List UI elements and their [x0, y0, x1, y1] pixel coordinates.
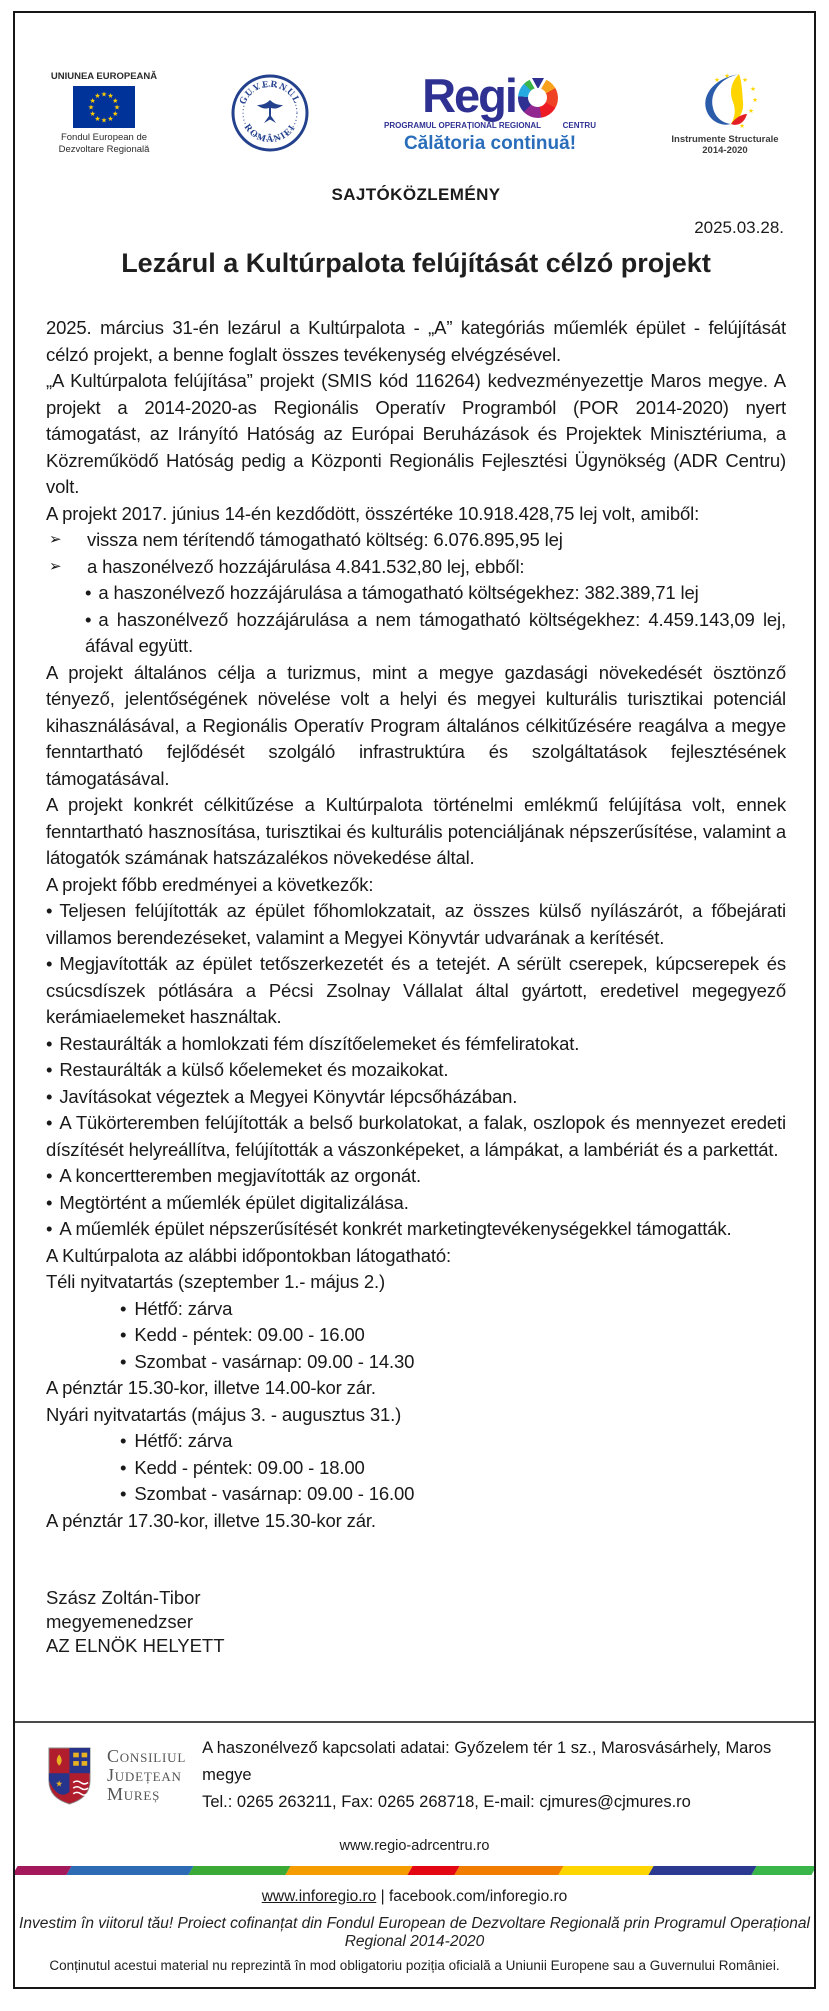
list-item	[46, 527, 786, 554]
result-text: A Tükörteremben felújították a belső burkolatokat, a falak, oszlopok és mennyezet eredeti díszítését helyreállítva, felújították a vászonképeket, a lámpákat, a lambériát és a parkettát.	[46, 1112, 786, 1160]
dot-bullet-icon: •	[120, 1456, 127, 1478]
stripe-segment	[559, 1866, 654, 1875]
structural-instruments-logo	[670, 70, 780, 157]
signatory-name: Szász Zoltán-Tibor	[46, 1587, 201, 1608]
budget-item-text: vissza nem térítendő támogatható költség: 6.076.895,95 lej	[87, 529, 563, 550]
hours-item	[120, 1296, 786, 1323]
svg-text:★: ★	[94, 91, 101, 100]
page-title: Lezárul a Kultúrpalota felújítását célzó projekt	[121, 248, 711, 278]
hours-text: Kedd - péntek: 09.00 - 16.00	[134, 1324, 365, 1345]
hours-item	[120, 1455, 786, 1482]
disclaimer-text: Conținutul acestui material nu reprezintă în mod obligatoriu poziția oficială a Uniunii Europene sau a Guvernului României.	[49, 1958, 780, 1973]
eu-logo-title: UNIUNEA EUROPEANĂ	[50, 70, 158, 82]
inforegio-line	[15, 1888, 814, 1906]
svg-text:★: ★	[89, 109, 96, 118]
hours-item	[120, 1349, 786, 1376]
structural-label	[671, 134, 778, 157]
result-text: Restaurálták a homlokzati fém díszítőelemeket és fémfeliratokat.	[59, 1032, 580, 1054]
svg-text:★: ★	[100, 116, 108, 124]
svg-text:★: ★	[89, 96, 96, 105]
stripe-segment	[66, 1866, 194, 1875]
dot-bullet-icon: •	[46, 953, 53, 974]
winter-hours-note: A pénztár 15.30-kor, illetve 14.00-kor zár.	[46, 1377, 376, 1398]
regio-program-label: PROGRAMUL OPERAȚIONAL REGIONAL	[384, 120, 542, 130]
winter-hours-title: Téli nyitvatartás (szeptember 1.- május 2.)	[46, 1271, 385, 1292]
dot-bullet-icon: •	[46, 1059, 53, 1080]
structural-swoosh-icon	[687, 70, 763, 132]
result-item	[46, 1163, 786, 1190]
hours-text: Hétfő: zárva	[134, 1297, 233, 1319]
list-item	[85, 580, 786, 607]
budget-subitem-text: a haszonélvező hozzájárulása a nem támogatható költségekhez: 4.459.143,09 lej, áfával együtt.	[85, 608, 786, 656]
svg-text:★: ★	[113, 103, 121, 111]
paragraph-general-goal: A projekt általános célja a turizmus, mint a megye gazdasági növekedését ösztönző tényező, jelentőségének növelése volt a helyi és megyei kulturális turisztikai potenciál kihasználásával, a Regionális Operatív Program általános célkitűzésére reagálva a megye fenntartható fejlődését szolgáló infrastruktúra és szolgáltatások fejlesztésének támogatásával.	[46, 661, 786, 789]
stripe-segment	[454, 1866, 564, 1875]
hours-item	[120, 1322, 786, 1349]
regio-wordmark-text: Regi	[422, 68, 516, 122]
invest-slogan: Investim în viitorul tău! Proiect cofinanțat din Fondul European de Dezvoltare Regională prin Programul Operațional Regional 2014-2020	[19, 1915, 810, 1950]
regio-tagline: Călătoria continuă!	[403, 132, 577, 154]
regio-website-link[interactable]: www.regio-adrcentru.ro	[339, 1838, 490, 1854]
signatory-role: megyemenedzser	[46, 1611, 194, 1632]
list-item	[85, 607, 786, 660]
contact-details	[202, 1735, 784, 1816]
result-item	[46, 1031, 786, 1058]
gov-seal-top-text: GUVERNUL	[238, 79, 302, 107]
eagle-icon	[257, 100, 283, 123]
svg-text:★: ★	[724, 71, 730, 80]
result-text: Megjavították az épület tetőszerkezetét és a tetejét. A sérült cserepek, kúpcserepek és csúcsdíszek pótlására a Pécsi Zsolnay Vállalat által gyártott, eredetivel megegyező kerámiaelemeket használtak.	[46, 953, 786, 1027]
hours-item	[120, 1481, 786, 1508]
structural-label-line1: Instrumente Structurale	[671, 133, 779, 145]
dot-bullet-icon: •	[46, 1165, 53, 1186]
logo-banner	[46, 43, 786, 183]
gov-seal-bottom-text: ROMÂNIEI	[241, 122, 299, 146]
dot-bullet-icon: •	[85, 608, 92, 630]
contact-block	[15, 1721, 814, 1824]
dot-bullet-icon: •	[46, 1085, 53, 1107]
regio-program-row	[384, 121, 596, 130]
svg-text:★: ★	[100, 90, 108, 98]
svg-text:★: ★	[107, 114, 114, 123]
org-line1: Consiliul	[106, 1746, 187, 1766]
county-council-name	[107, 1747, 186, 1804]
arrow-bullet-icon: ➢	[49, 531, 62, 548]
org-line2: Județean	[106, 1765, 182, 1785]
result-text: Teljesen felújították az épület főhomlokzatait, az összes külső nyílászárót, a főbejárati villamos berendezéseket, valamint a Megyei Könyvtár udvarának a kerítését.	[46, 900, 786, 948]
result-item	[46, 951, 786, 1031]
result-item	[46, 1084, 786, 1111]
stripe-segment	[407, 1866, 459, 1875]
stripe-segment	[15, 1866, 71, 1875]
svg-text:ROMÂNIEI	[242, 123, 299, 145]
result-item	[46, 1057, 786, 1084]
svg-text:★: ★	[87, 103, 95, 111]
paragraph-budget-intro: A projekt 2017. június 14-én kezdődött, összértéke 10.918.428,75 lej volt, amiből:	[46, 502, 700, 524]
arrow-bullet-icon: ➢	[49, 557, 62, 575]
stripe-segment	[752, 1866, 814, 1875]
regio-logo	[384, 68, 596, 155]
signatory-onbehalf: AZ ELNÖK HELYETT	[46, 1635, 225, 1656]
dot-bullet-icon: •	[120, 1297, 127, 1319]
link-separator: |	[380, 1888, 385, 1905]
svg-text:★: ★	[750, 84, 756, 93]
stripe-segment	[285, 1866, 413, 1875]
press-release-kicker: SAJTÓKÖZLEMÉNY	[331, 185, 501, 204]
svg-text:★: ★	[107, 91, 114, 100]
visiting-hours-intro: A Kultúrpalota az alábbi időpontokban látogatható:	[46, 1244, 451, 1266]
hours-text: Szombat - vasárnap: 09.00 - 16.00	[134, 1483, 415, 1504]
eu-sub-line2: Dezvoltare Regională	[58, 143, 150, 155]
summer-hours-note: A pénztár 17.30-kor, illetve 15.30-kor zár.	[46, 1509, 376, 1531]
county-coat-of-arms-icon	[48, 1745, 91, 1807]
svg-text:★: ★	[742, 75, 748, 84]
regio-wordmark	[422, 68, 558, 122]
result-item	[46, 1110, 786, 1163]
result-text: Megtörtént a műemlék épület digitalizálása.	[59, 1191, 409, 1213]
svg-text:★: ★	[739, 121, 745, 130]
eu-logo-subtitle	[59, 132, 150, 156]
document-page	[13, 11, 816, 1989]
hours-text: Hétfő: zárva	[134, 1430, 233, 1451]
result-text: Restaurálták a külső kőelemeket és mozaikokat.	[59, 1059, 449, 1080]
dot-bullet-icon: •	[46, 1218, 53, 1239]
eu-flag-logo	[52, 71, 156, 156]
regio-region-label: CENTRU	[562, 120, 596, 130]
svg-text:★: ★	[55, 1777, 63, 1788]
body-text	[46, 315, 786, 1534]
svg-text:★: ★	[112, 96, 119, 105]
svg-text:★: ★	[94, 114, 101, 123]
org-line3: Mureș	[106, 1784, 161, 1804]
signature-block	[46, 1586, 786, 1658]
dot-bullet-icon: •	[46, 1191, 53, 1213]
hours-text: Szombat - vasárnap: 09.00 - 14.30	[134, 1350, 415, 1372]
result-text: A műemlék épület népszerűsítését konkrét marketingtevékenységekkel támogatták.	[59, 1218, 732, 1239]
paragraph-results-intro: A projekt főbb eredményei a következők:	[46, 873, 374, 895]
hours-item	[120, 1428, 786, 1455]
dot-bullet-icon: •	[85, 582, 92, 603]
hours-text: Kedd - péntek: 09.00 - 18.00	[134, 1456, 365, 1478]
release-date: 2025.03.28.	[694, 218, 784, 237]
eu-flag-icon	[73, 86, 135, 128]
result-item	[46, 898, 786, 951]
paragraph-specific-goal: A projekt konkrét célkitűzése a Kultúrpalota történelmi emlékmű felújítása volt, ennek fenntartható hasznosítása, turisztikai és kulturális potenciáljának népszerűsítése, valamint a látogatók számának hatszázalékos növekedése által.	[46, 794, 786, 868]
eu-sub-line1: Fondul European de	[60, 131, 148, 143]
contact-address-line: A haszonélvező kapcsolati adatai: Győzelem tér 1 sz., Marosvásárhely, Maros megye	[202, 1739, 772, 1784]
summer-hours-title: Nyári nyitvatartás (május 3. - augusztus 31.)	[46, 1403, 402, 1425]
budget-item-text: a haszonélvező hozzájárulása 4.841.532,80 lej, ebből:	[87, 555, 525, 577]
result-text: A koncertteremben megjavították az orgonát.	[59, 1165, 422, 1186]
facebook-link[interactable]: facebook.com/inforegio.ro	[388, 1888, 568, 1905]
budget-subitem-text: a haszonélvező hozzájárulása a támogatható költségekhez: 382.389,71 lej	[98, 582, 699, 603]
dot-bullet-icon: •	[120, 1430, 127, 1451]
dot-bullet-icon: •	[120, 1350, 127, 1372]
regio-color-wheel-icon	[518, 78, 558, 118]
dot-bullet-icon: •	[120, 1483, 127, 1504]
footer-color-stripe	[15, 1866, 814, 1875]
contact-phone-line: Tel.: 0265 263211, Fax: 0265 268718, E-mail: cjmures@cjmures.ro	[202, 1793, 691, 1811]
footer	[15, 1721, 814, 1987]
dot-bullet-icon: •	[46, 1032, 53, 1054]
result-text: Javításokat végeztek a Megyei Könyvtár lépcsőházában.	[59, 1085, 518, 1107]
result-item	[46, 1216, 786, 1243]
svg-text:★: ★	[112, 109, 119, 118]
stripe-segment	[648, 1866, 757, 1875]
result-item	[46, 1190, 786, 1217]
svg-text:★: ★	[714, 75, 720, 84]
structural-label-line2: 2014-2020	[702, 145, 748, 156]
government-seal-icon	[230, 73, 310, 153]
svg-text:★: ★	[752, 95, 758, 104]
stripe-segment	[189, 1866, 291, 1875]
svg-text:★: ★	[748, 106, 754, 115]
list-item	[46, 554, 786, 581]
paragraph-intro: 2025. március 31-én lezárul a Kultúrpalota - „A” kategóriás műemlék épület - felújítását célzó projekt, a benne foglalt összes tevékenység elvégzésével.	[46, 317, 786, 365]
inforegio-link[interactable]: www.inforegio.ro	[261, 1888, 377, 1905]
paragraph-project-info: „A Kultúrpalota felújítása” projekt (SMIS kód 116264) kedvezményezettje Maros megye. A projekt a 2014-2020-as Regionális Operatív Programból (POR 2014-2020) nyert támogatást, az Irányító Hatóság az Európai Beruházások és Projektek Minisztériuma, a Közreműködő Hatóság pedig a Központi Regionális Fejlesztési Ügynökség (ADR Centru) volt.	[46, 370, 786, 497]
dot-bullet-icon: •	[46, 900, 53, 921]
dot-bullet-icon: •	[120, 1324, 127, 1345]
dot-bullet-icon: •	[46, 1112, 53, 1133]
